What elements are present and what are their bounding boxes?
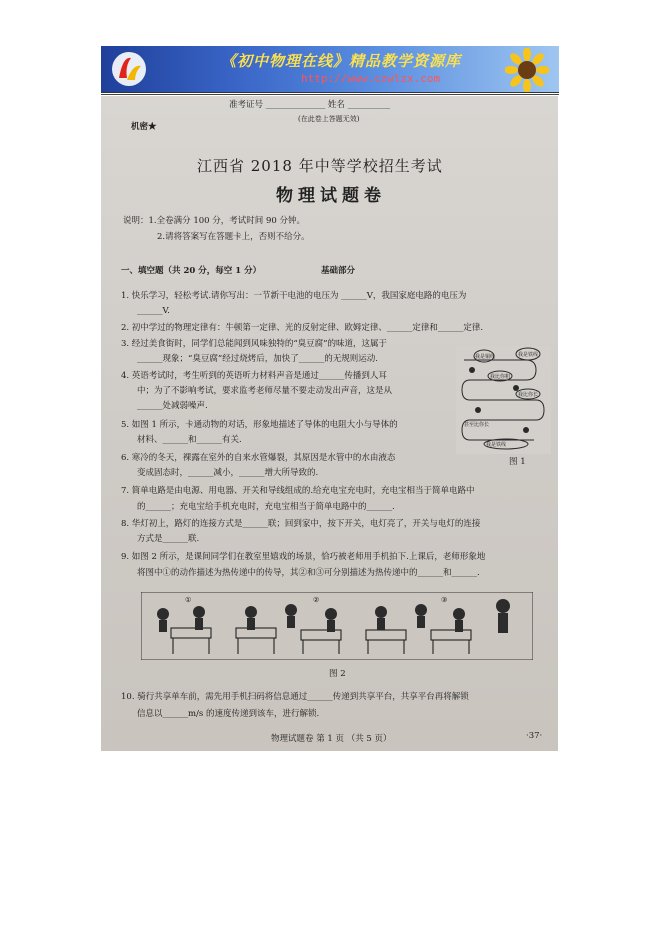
question-line: 信息以______m/s 的速度传递到该车，进行解锁. — [137, 709, 320, 719]
banner-divider — [101, 94, 559, 95]
question-line: 8. 华灯初上，路灯的连接方式是______联；回到家中，按下开关，电灯亮了，开关与电灯的连接 — [121, 519, 481, 529]
question-line: 4. 英语考试时，考生听到的英语听力材料声音是通过______传播到人耳 — [121, 371, 387, 381]
question-line: 中；为了不影响考试，要求监考老师尽量不要走动发出声音，这是从 — [137, 386, 393, 396]
question-line: 1. 快乐学习，轻松考试.请你写出：一节新干电池的电压为 ______V，我国家庭电路的电压为 — [121, 291, 467, 301]
fig1-label: 我是铜线 — [475, 354, 496, 360]
question-line: 材料、______和______有关. — [137, 435, 242, 445]
question-line: ______现象；“臭豆腐”经过烧烤后，加快了______的无规则运动. — [137, 354, 378, 364]
answer-note: (在此卷上答题无效) — [298, 115, 360, 123]
page-number: ·37· — [526, 731, 543, 741]
paper-title: 物理试题卷 — [276, 186, 386, 206]
fig1-label: 我是铁线 — [486, 442, 507, 448]
banner-url[interactable]: http://www.czwlzx.com — [301, 72, 441, 85]
banner-title: 《初中物理在线》精品教学资源库 — [221, 52, 462, 70]
question-line: 变成固态时，______减小，______增大所导致的. — [137, 468, 319, 478]
fig1-label: 我是铁线 — [518, 352, 539, 358]
site-logo-icon — [109, 50, 149, 88]
question-line: 将图中①的动作描述为热传递中的传导，其②和③可分别描述为热传递中的______和______. — [137, 568, 480, 578]
question-line: 7. 简单电路是由电源、用电器、开关和导线组成的.给充电宝充电时，充电宝相当于简单电路中 — [121, 486, 475, 496]
section-sub: 基础部分 — [321, 266, 356, 276]
site-banner — [101, 46, 559, 93]
fig1-label: 甚至比你长 — [464, 422, 490, 428]
fig2-marker-2: ② — [313, 596, 320, 604]
exam-title: 江西省 2018 年中等学校招生考试 — [197, 157, 443, 175]
candidate-info-line: 准考证号 ______________ 姓名 __________ — [229, 100, 391, 110]
figure-2-classroom — [141, 592, 533, 660]
figure-1-caption: 图 1 — [509, 457, 526, 467]
section-heading: 一、填空题（共 20 分，每空 1 分） — [121, 266, 262, 276]
question-line: 的______；充电宝给手机充电时，充电宝相当于简单电路中的______. — [137, 502, 395, 512]
instruction-2: 2.请将答案写在答题卡上，否则不给分。 — [157, 232, 310, 242]
page-footer-label: 物理试题卷 第 1 页 （共 5 页） — [271, 734, 392, 744]
fig2-marker-1: ① — [185, 596, 192, 604]
fig1-label: 我比你粗 — [490, 374, 511, 380]
question-line: 9. 如图 2 所示，是课间同学们在教室里嬉戏的场景，恰巧被老师用手机拍下.上课后，老师形象地 — [121, 552, 486, 562]
figure-2-caption: 图 2 — [329, 669, 346, 679]
figure-1-cartoon — [456, 346, 551, 454]
fig2-marker-3: ③ — [441, 596, 448, 604]
instruction-1: 说明：1.全卷满分 100 分，考试时间 90 分钟。 — [123, 216, 305, 226]
secret-mark: 机密★ — [131, 122, 157, 132]
fig1-label: 我比你长 — [518, 392, 539, 398]
question-line: 3. 经过美食街时，同学们总能闻到风味独特的“臭豆腐”的味道，这属于 — [121, 339, 388, 349]
question-line: ______处减弱噪声. — [137, 401, 208, 411]
question-line: 6. 寒冷的冬天，裸露在室外的自来水管爆裂，其原因是水管中的水由液态 — [121, 453, 396, 463]
sunflower-icon — [505, 48, 549, 92]
exam-paper-photo — [101, 96, 558, 751]
question-line: 2. 初中学过的物理定律有：牛顿第一定律、光的反射定律、欧姆定律、______定律和______定律. — [121, 323, 484, 333]
question-line: ______V. — [137, 306, 170, 316]
question-line: 10. 骑行共享单车前，需先用手机扫码将信息通过______传递到共享平台，共享平台再将解锁 — [121, 692, 469, 702]
question-line: 方式是______联. — [137, 534, 200, 544]
question-line: 5. 如图 1 所示，卡通动物的对话，形象地描述了导体的电阻大小与导体的 — [121, 420, 398, 430]
